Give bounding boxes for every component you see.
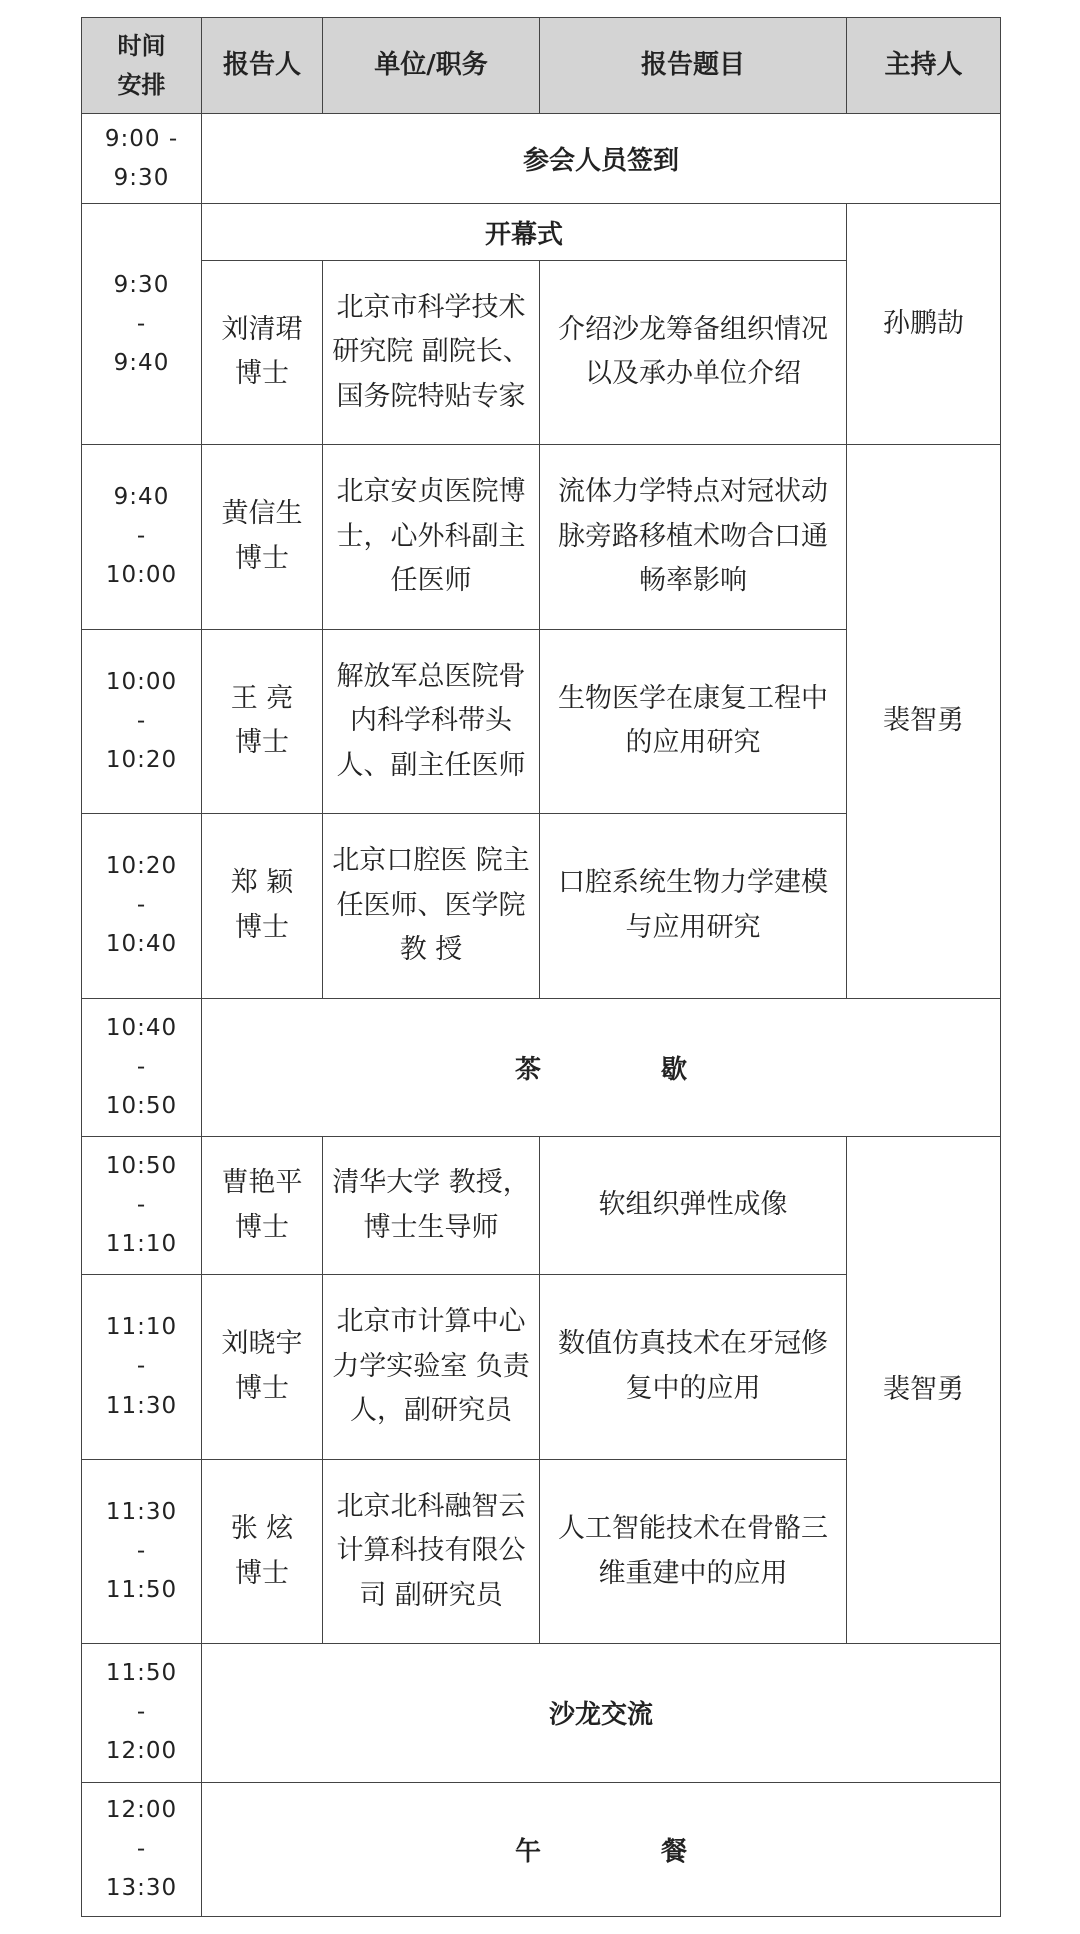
org-cell: 北京安贞医院博士，心外科副主任医师 <box>323 445 540 629</box>
speaker-cell: 刘晓宇 博士 <box>202 1275 323 1459</box>
time-cell: 11:10 - 11:30 <box>82 1275 202 1459</box>
speaker-cell: 郑 颖 博士 <box>202 814 323 998</box>
speaker-cell: 王 亮 博士 <box>202 629 323 813</box>
time-cell: 10:50 - 11:10 <box>82 1136 202 1274</box>
org-cell: 解放军总医院骨内科学科带头人、副主任医师 <box>323 629 540 813</box>
time-cell: 12:00 - 13:30 <box>82 1782 202 1916</box>
speaker-cell: 黄信生 博士 <box>202 445 323 629</box>
time-cell: 9:00 - 9:30 <box>82 114 202 204</box>
header-org: 单位/职务 <box>323 18 540 114</box>
table-row <box>82 1136 1001 1274</box>
header-time: 时间 安排 <box>82 18 202 114</box>
time-cell: 11:50 - 12:00 <box>82 1644 202 1782</box>
topic-cell: 数值仿真技术在牙冠修复中的应用 <box>540 1275 847 1459</box>
salon-label: 沙龙交流 <box>202 1644 1001 1782</box>
header-topic: 报告题目 <box>540 18 847 114</box>
host-cell: 裴智勇 <box>847 1136 1001 1643</box>
org-cell: 北京北科融智云计算科技有限公司 副研究员 <box>323 1459 540 1643</box>
topic-cell: 介绍沙龙筹备组织情况以及承办单位介绍 <box>540 260 847 444</box>
table-row <box>82 445 1001 629</box>
host-cell: 孙鹏劼 <box>847 204 1001 445</box>
row-lunch <box>82 1782 1001 1916</box>
time-cell: 10:40 - 10:50 <box>82 998 202 1136</box>
time-cell: 10:20 - 10:40 <box>82 814 202 998</box>
tea-label: 茶 歇 <box>202 998 1001 1136</box>
topic-cell: 流体力学特点对冠状动脉旁路移植术吻合口通畅率影响 <box>540 445 847 629</box>
opening-subheader: 开幕式 <box>202 204 847 260</box>
time-cell: 9:30 - 9:40 <box>82 204 202 445</box>
row-signin <box>82 114 1001 204</box>
speaker-cell: 张 炫 博士 <box>202 1459 323 1643</box>
lunch-label: 午 餐 <box>202 1782 1001 1916</box>
time-cell: 11:30 - 11:50 <box>82 1459 202 1643</box>
speaker-cell: 刘清珺 博士 <box>202 260 323 444</box>
topic-cell: 人工智能技术在骨骼三维重建中的应用 <box>540 1459 847 1643</box>
speaker-cell: 曹艳平 博士 <box>202 1136 323 1274</box>
time-cell: 10:00 - 10:20 <box>82 629 202 813</box>
row-salon <box>82 1644 1001 1782</box>
header-host: 主持人 <box>847 18 1001 114</box>
org-cell: 北京市科学技术研究院 副院长、国务院特贴专家 <box>323 260 540 444</box>
signin-label: 参会人员签到 <box>202 114 1001 204</box>
org-cell: 清华大学 教授，博士生导师 <box>323 1136 540 1274</box>
topic-cell: 生物医学在康复工程中的应用研究 <box>540 629 847 813</box>
header-row <box>82 18 1001 114</box>
topic-cell: 软组织弹性成像 <box>540 1136 847 1274</box>
org-cell: 北京市计算中心力学实验室 负责人，副研究员 <box>323 1275 540 1459</box>
schedule-table <box>81 17 1001 1917</box>
org-cell: 北京口腔医 院主任医师、医学院教 授 <box>323 814 540 998</box>
header-speaker: 报告人 <box>202 18 323 114</box>
host-cell: 裴智勇 <box>847 445 1001 998</box>
topic-cell: 口腔系统生物力学建模与应用研究 <box>540 814 847 998</box>
row-tea <box>82 998 1001 1136</box>
row-opening-sub <box>82 204 1001 260</box>
time-cell: 9:40 - 10:00 <box>82 445 202 629</box>
